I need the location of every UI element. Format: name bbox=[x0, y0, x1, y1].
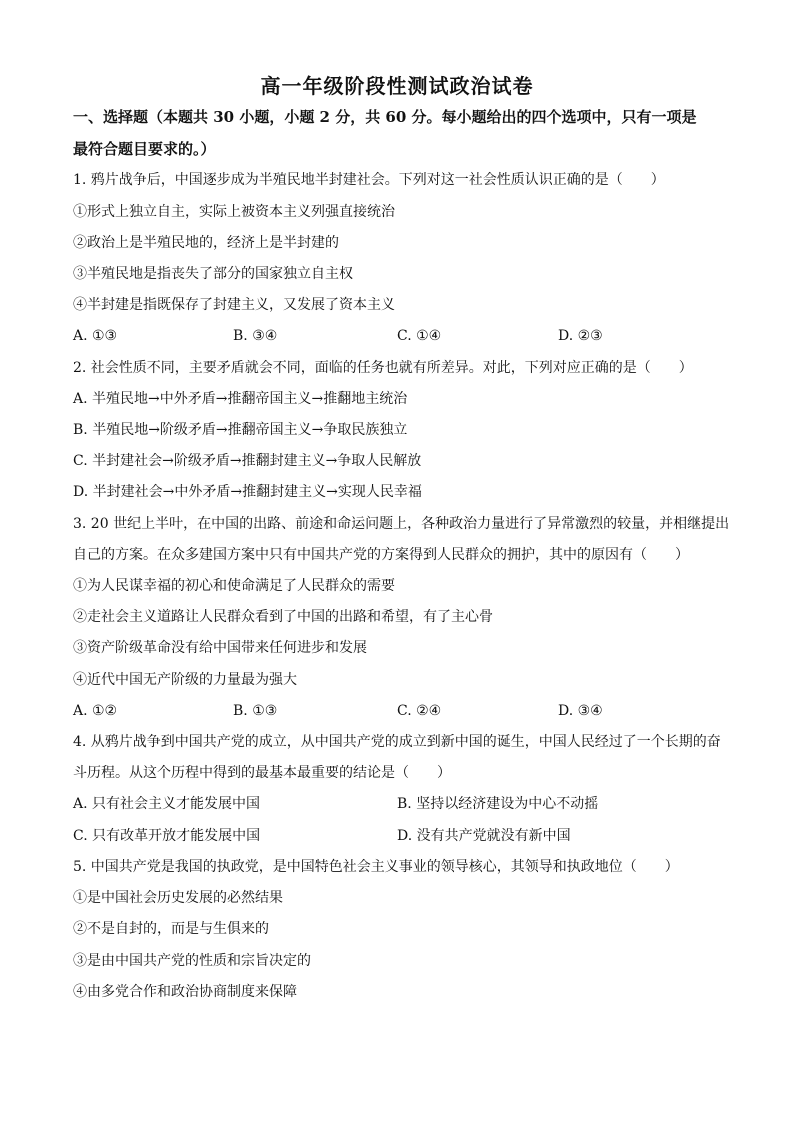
question-1-option-c: C. ①④ bbox=[397, 328, 442, 344]
page-title: 高一年级阶段性测试政治试卷 bbox=[260, 74, 534, 98]
question-2-option-a: A. 半殖民地→中外矛盾→推翻帝国主义→推翻地主统治 bbox=[73, 391, 408, 407]
question-3-option-c: C. ②④ bbox=[397, 703, 442, 719]
question-4-option-c: C. 只有改革开放才能发展中国 bbox=[73, 828, 261, 844]
question-2-stem: 2. 社会性质不同，主要矛盾就会不同，面临的任务也就有所差异。对此，下列对应正确的是（ ） bbox=[73, 360, 693, 376]
question-5-item-4: ④由多党合作和政治协商制度来保障 bbox=[73, 984, 297, 1000]
section-heading-line-1: 一、选择题（本题共 30 小题，小题 2 分，共 60 分。每小题给出的四个选项中，只有一项是 bbox=[73, 108, 697, 126]
question-3-option-d: D. ③④ bbox=[558, 703, 603, 719]
question-1-option-a: A. ①③ bbox=[73, 328, 118, 344]
question-3-option-a: A. ①② bbox=[73, 703, 118, 719]
section-heading-line-2: 最符合题目要求的。） bbox=[73, 140, 216, 158]
question-1-item-3: ③半殖民地是指丧失了部分的国家独立自主权 bbox=[73, 266, 353, 282]
question-5-stem: 5. 中国共产党是我国的执政党，是中国特色社会主义事业的领导核心，其领导和执政地位（ ） bbox=[73, 859, 679, 875]
question-5-item-2: ②不是自封的，而是与生俱来的 bbox=[73, 921, 269, 937]
question-3-stem-line-2: 自己的方案。在众多建国方案中只有中国共产党的方案得到人民群众的拥护，其中的原因有（ ） bbox=[73, 547, 689, 563]
question-3-stem-line-1: 3. 20 世纪上半叶，在中国的出路、前途和命运问题上，各种政治力量进行了异常激烈的较量，并相继提出 bbox=[73, 516, 730, 532]
question-2-option-d: D. 半封建社会→中外矛盾→推翻封建主义→实现人民幸福 bbox=[73, 484, 422, 500]
question-5-item-3: ③是由中国共产党的性质和宗旨决定的 bbox=[73, 953, 311, 969]
question-3-option-b: B. ①③ bbox=[233, 703, 278, 719]
question-1-stem: 1. 鸦片战争后，中国逐步成为半殖民地半封建社会。下列对这一社会性质认识正确的是（ ） bbox=[73, 172, 665, 188]
question-2-option-b: B. 半殖民地→阶级矛盾→推翻帝国主义→争取民族独立 bbox=[73, 422, 408, 438]
question-1-item-4: ④半封建是指既保存了封建主义，又发展了资本主义 bbox=[73, 297, 395, 313]
question-1-option-b: B. ③④ bbox=[233, 328, 278, 344]
question-3-item-3: ③资产阶级革命没有给中国带来任何进步和发展 bbox=[73, 640, 367, 656]
question-1-option-d: D. ②③ bbox=[558, 328, 603, 344]
question-4-option-a: A. 只有社会主义才能发展中国 bbox=[73, 796, 261, 812]
question-4-stem-line-1: 4. 从鸦片战争到中国共产党的成立，从中国共产党的成立到新中国的诞生，中国人民经过了一个长期的奋 bbox=[73, 734, 721, 750]
question-1-item-1: ①形式上独立自主，实际上被资本主义列强直接统治 bbox=[73, 204, 395, 220]
question-4-option-b: B. 坚持以经济建设为中心不动摇 bbox=[397, 796, 599, 812]
question-2-option-c: C. 半封建社会→阶级矛盾→推翻封建主义→争取人民解放 bbox=[73, 453, 422, 469]
question-5-item-1: ①是中国社会历史发展的必然结果 bbox=[73, 890, 283, 906]
question-3-item-2: ②走社会主义道路让人民群众看到了中国的出路和希望，有了主心骨 bbox=[73, 609, 493, 625]
question-1-item-2: ②政治上是半殖民地的，经济上是半封建的 bbox=[73, 235, 339, 251]
question-3-item-1: ①为人民谋幸福的初心和使命满足了人民群众的需要 bbox=[73, 578, 395, 594]
question-3-item-4: ④近代中国无产阶级的力量最为强大 bbox=[73, 672, 297, 688]
question-4-option-d: D. 没有共产党就没有新中国 bbox=[397, 828, 571, 844]
question-4-stem-line-2: 斗历程。从这个历程中得到的最基本最重要的结论是（ ） bbox=[73, 765, 451, 781]
